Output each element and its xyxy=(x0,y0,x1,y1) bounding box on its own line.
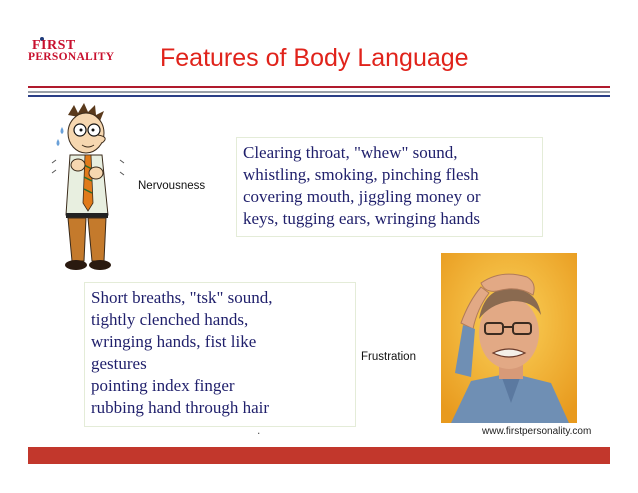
logo-line1: FIRST xyxy=(32,38,76,53)
frustration-line: Short breaths, "tsk" sound, xyxy=(91,288,273,307)
footer-bar xyxy=(28,447,610,464)
header-rule-blue xyxy=(28,95,610,97)
frustrated-man-photo xyxy=(441,253,577,423)
frustration-line: gestures xyxy=(91,354,147,373)
frustration-line: pointing index finger xyxy=(91,376,235,395)
frustration-label: Frustration xyxy=(361,351,416,363)
nervousness-line: keys, tugging ears, wringing hands xyxy=(243,209,481,228)
nervousness-line: whistling, smoking, pinching flesh xyxy=(243,165,479,184)
footer-url[interactable]: www.firstpersonality.com xyxy=(482,426,592,437)
logo xyxy=(28,38,128,74)
frustration-line: wringing hands, fist like xyxy=(91,332,257,351)
frustration-line: rubbing hand through hair xyxy=(91,398,269,417)
frustration-description xyxy=(84,282,356,427)
nervousness-label: Nervousness xyxy=(138,180,206,192)
nervousness-description xyxy=(236,137,543,237)
logo-line2: PERSONALITY xyxy=(28,51,115,63)
nervous-man-illustration xyxy=(48,103,132,273)
frustration-line: tightly clenched hands, xyxy=(91,310,249,329)
header-rule-red xyxy=(28,86,610,88)
slide-title: Features of Body Language xyxy=(160,44,469,72)
nervousness-line: Clearing throat, "whew" sound, xyxy=(243,143,458,162)
nervousness-line: covering mouth, jiggling money or xyxy=(243,187,481,206)
footer-dot: . xyxy=(257,423,261,437)
header-rule-gray xyxy=(28,91,610,93)
